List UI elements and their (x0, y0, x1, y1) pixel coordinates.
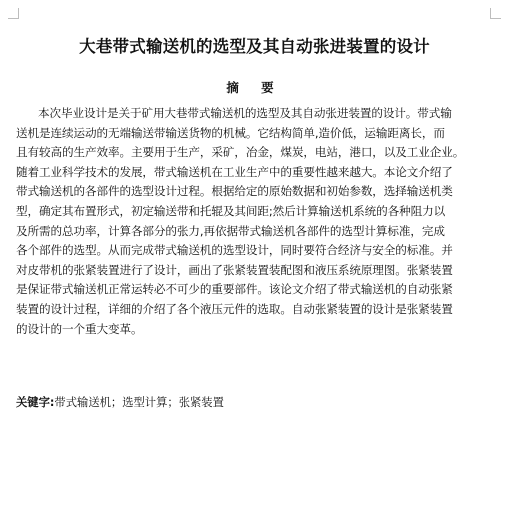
abstract-line: 本次毕业设计是关于矿用大巷带式输送机的选型及其自动张进装置的设计。带式输 (38, 106, 452, 120)
abstract-heading: 摘 要 (226, 80, 283, 95)
abstract-line: 各个部件的选型。从而完成带式输送机的选型设计，同时要符合经济与安全的标准。并 (16, 243, 453, 258)
abstract-paragraph (16, 104, 502, 339)
abstract-line: 带式输送机的各部件的选型设计过程。根据给定的原始数据和初始参数，选择输送机类 (16, 184, 453, 199)
abstract-line: 随着工业科学技术的发展，带式输送机在工业生产中的重要性越来越大。本论文介绍了 (16, 164, 453, 179)
abstract-line: 型，确定其布置形式，初定输送带和托辊及其间距;然后计算输送机系统的各种阻力以 (16, 203, 446, 218)
abstract-line: 是保证带式输送机正常运转必不可少的重要部件。该论文介绍了带式输送机的自动张紧 (16, 282, 453, 297)
abstract-line: 送机是连续运动的无端输送带输送货物的机械。它结构简单,造价低，运输距离长，而 (16, 125, 445, 140)
keywords-value: 带式输送机；选型计算；张紧装置 (54, 396, 224, 409)
abstract-line: 及所需的总功率，计算各部分的张力,再依据带式输送机各部件的选型计算标准，完成 (16, 223, 445, 238)
keywords-line (16, 394, 224, 410)
document-title: 大巷带式输送机的选型及其自动张进装置的设计 (79, 37, 430, 56)
keywords-label: 关键字: (16, 396, 55, 409)
abstract-line: 的设计的一个重大变革。 (16, 321, 143, 336)
page-corner-mark-top-right (490, 8, 501, 19)
abstract-line: 装置的设计过程，详细的介绍了各个液压元件的选取。自动张紧装置的设计是张紧装置 (16, 301, 453, 316)
abstract-line: 且有较高的生产效率。主要用于生产，采矿，冶金，煤炭，电站，港口，以及工业企业。 (16, 145, 465, 160)
abstract-line: 对皮带机的张紧装置进行了设计，画出了张紧装置装配图和液压系统原理图。张紧装置 (16, 262, 453, 277)
page-corner-mark-top-left (8, 8, 19, 19)
